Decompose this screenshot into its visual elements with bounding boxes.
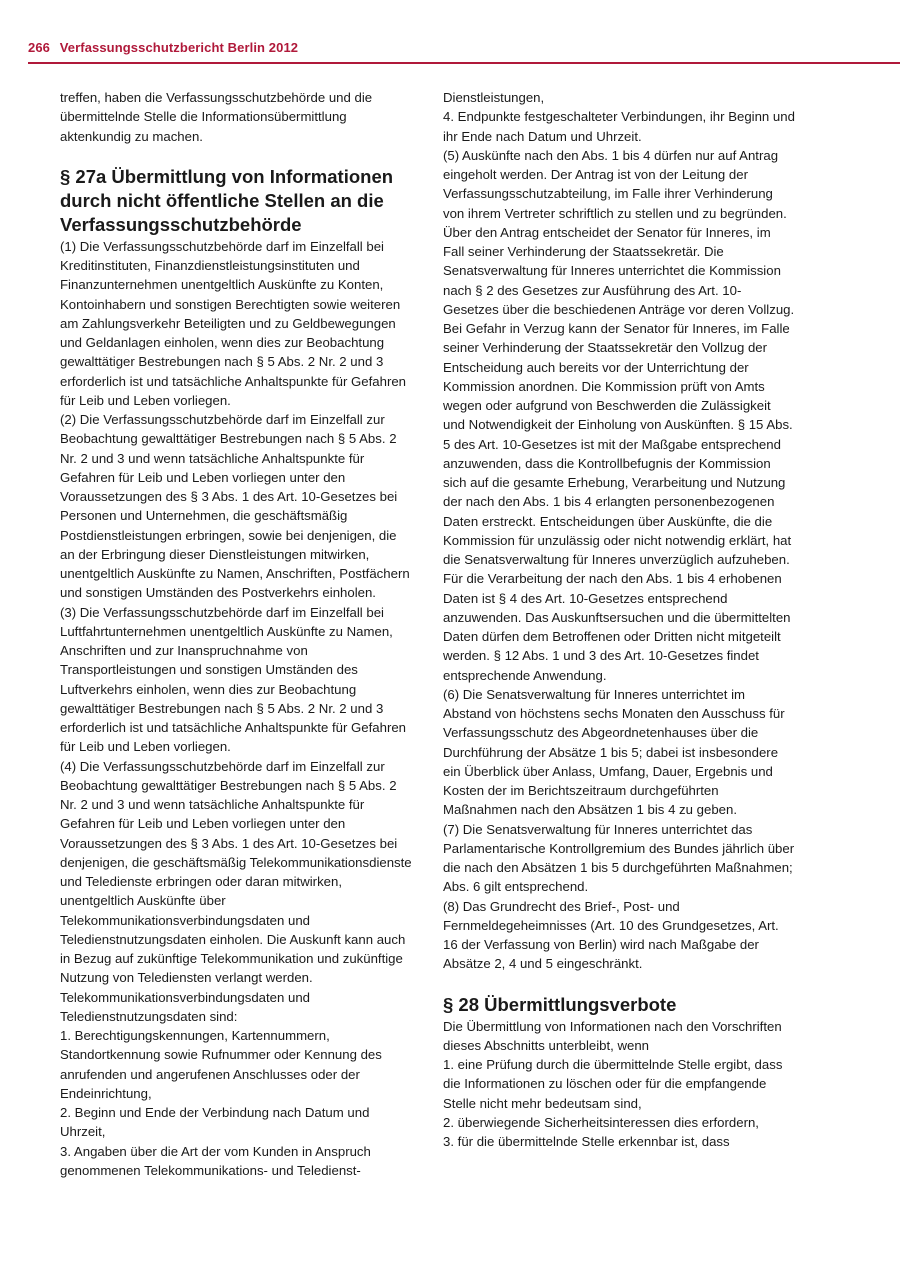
section-27a-heading: § 27a Übermittlung von Informationen durch nicht öffentliche Stellen an die Verfassungsschutzbehörde xyxy=(60,165,394,235)
intro-paragraph: treffen, haben die Verfassungsschutzbehörde und die übermittelnde Stelle die Informationsübermittlung aktenkundig zu machen. xyxy=(60,90,373,144)
paragraph-4: (4) Die Verfassungsschutzbehörde darf im Einzelfall zur Beobachtung gewalttätiger Bestrebungen nach § 5 Abs. 2 Nr. 2 und 3 und wenn tatsächliche Anhaltspunkte für Gefahren für Leib und Leben vorliegen unter den Voraussetzungen des § 3 Abs. 1 des Art. 10-Gesetzes bei denjenigen, die geschäftsmäßig Telekommunikationsdienste und Teledienste erbringen oder daran mitwirken, unentgeltlich Auskünfte über Telekommunikationsverbindungsdaten und Teledienstnutzungsdaten einholen. Die Auskunft kann auch in Bezug auf zukünftige Telekommunikation und zukünftige Nutzung von Telediensten verlangt werden. Telekommunikationsverbindungsdaten und Teledienstnutzungsdaten sind: xyxy=(60,758,412,1024)
paragraph-6: (6) Die Senatsverwaltung für Inneres unterrichtet im Abstand von höchstens sechs Monaten den Ausschuss für Verfassungsschutz des Abgeordnetenhauses über die Durchführung der Absätze 1 bis 5; dabei ist insbesondere ein Überblick über Anlass, Umfang, Dauer, Ergebnis und Kosten der im Berichtszeitraum durchgeführten Maßnahmen nach den Absätzen 1 bis 4 zu geben. xyxy=(443,686,785,818)
left-column xyxy=(60,88,412,1180)
paragraph-7: (7) Die Senatsverwaltung für Inneres unterrichtet das Parlamentarische Kontrollgremium des Bundes jährlich über die nach den Absätzen 1 bis 5 durchgeführten Maßnahmen; Abs. 6 gilt entsprechend. xyxy=(443,821,795,895)
running-header xyxy=(28,40,298,55)
paragraph-8: (8) Das Grundrecht des Brief-, Post- und Fernmeldegeheimnisses (Art. 10 des Grundgesetzes, Art. 16 der Verfassung von Berlin) wird nach Maßgabe der Absätze 2, 4 und 5 eingeschränkt. xyxy=(443,898,779,972)
paragraph-5: (5) Auskünfte nach den Abs. 1 bis 4 dürfen nur auf Antrag eingeholt werden. Der Antrag ist von der Leitung der Verfassungsschutzabteilung, im Falle ihrer Verhinderung von ihrem Vertreter schriftlich zu stellen und zu begründen. Über den Antrag entscheidet der Senator für Inneres, im Fall seiner Verhinderung der Staatssekretär. Die Senatsverwaltung für Inneres unterrichtet die Kommission nach § 2 des Gesetzes zur Ausführung des Art. 10-Gesetzes über die beschiedenen Anträge vor deren Vollzug. Bei Gefahr in Verzug kann der Senator für Inneres, im Falle seiner Verhinderung der Staatssekretär den Vollzug der Entscheidung auch bereits vor der Unterrichtung der Kommission anordnen. Die Kommission prüft von Amts wegen oder aufgrund von Beschwerden die Zulässigkeit und Notwendigkeit der Einholung von Auskünften. § 15 Abs. 5 des Art. 10-Gesetzes ist mit der Maßgabe entsprechend anzuwenden, dass die Kontrollbefugnis der Kommission sich auf die gesamte Erhebung, Verarbeitung und Nutzung der nach den Abs. 1 bis 4 erlangten personenbezogenen Daten erstreckt. Entscheidungen über Auskünfte, die die Kommission für unzulässig oder nicht notwendig erklärt, hat die Senatsverwaltung für Inneres unverzüglich aufzuheben. Für die Verarbeitung der nach den Abs. 1 bis 4 erhobenen Daten ist § 4 des Art. 10-Gesetzes entsprechend anzuwenden. Das Auskunftsersuchen und die übermittelten Daten dürfen dem Betroffenen oder Dritten nicht mitgeteilt werden. § 12 Abs. 1 und 3 des Art. 10-Gesetzes findet entsprechende Anwendung. xyxy=(443,147,795,683)
spacer xyxy=(60,146,412,165)
page-number: 266 xyxy=(28,40,50,55)
paragraph-2: (2) Die Verfassungsschutzbehörde darf im Einzelfall zur Beobachtung gewalttätiger Bestrebungen nach § 5 Abs. 2 Nr. 2 und 3 und wenn tatsächliche Anhaltspunkte für Gefahren für Leib und Leben vorliegen unter den Voraussetzungen des § 3 Abs. 1 des Art. 10-Gesetzes bei Personen und Unternehmen, die geschäftsmäßig Postdienstleistungen erbringen, sowie bei denjenigen, die an der Erbringung dieser Dienstleistungen mitwirken, unentgeltlich Auskünfte zu Namen, Anschriften, Postfächern und sonstigen Umständen des Postverkehrs einholen. xyxy=(60,412,410,601)
list-item: 2. Beginn und Ende der Verbindung nach Datum und Uhrzeit, xyxy=(60,1105,370,1140)
publication-title: Verfassungsschutzbericht Berlin 2012 xyxy=(59,40,299,55)
section-28-intro: Die Übermittlung von Informationen nach den Vorschriften dieses Abschnitts unterbleibt, wenn xyxy=(443,1018,782,1053)
header-rule xyxy=(28,62,900,64)
list-item: 1. eine Prüfung durch die übermittelnde Stelle ergibt, dass die Informationen zu löschen oder für die empfangende Stelle nicht mehr bedeutsam sind, xyxy=(443,1057,783,1111)
right-column xyxy=(443,88,795,1151)
list-item: 4. Endpunkte festgeschalteter Verbindungen, ihr Beginn und ihr Ende nach Datum und Uhrzeit. xyxy=(443,109,795,144)
list-item: 3. Angaben über die Art der vom Kunden in Anspruch genommenen Telekommunikations- und Teledienst- xyxy=(60,1143,371,1178)
list-item: 1. Berechtigungskennungen, Kartennummern, Standortkennung sowie Rufnummer oder Kennung des anrufenden und angerufenen Anschlusses oder der Endeinrichtung, xyxy=(60,1028,382,1101)
paragraph-3: (3) Die Verfassungsschutzbehörde darf im Einzelfall bei Luftfahrtunternehmen unentgeltlich Auskünfte zu Namen, Anschriften und zur Inanspruchnahme von Transportleistungen und sonstigen Umständen des Luftverkehrs einholen, wenn dies zur Beobachtung gewalttätiger Bestrebungen nach § 5 Abs. 2 Nr. 2 und 3 erforderlich ist und tatsächliche Anhaltspunkte für Gefahren für Leib und Leben vorliegen. xyxy=(60,604,407,755)
section-28-heading: § 28 Übermittlungsverbote xyxy=(443,993,677,1015)
continuation-text: Dienstleistungen, xyxy=(443,90,545,105)
paragraph-1: (1) Die Verfassungsschutzbehörde darf im Einzelfall bei Kreditinstituten, Finanzdienstleistungsinstituten und Finanzunternehmen unentgeltlich Auskünfte zu Konten, Kontoinhabern und sonstigen Berechtigten sowie weiteren am Zahlungsverkehr Beteiligten und zu Geldbewegungen und Geldanlagen einholen, wenn dies zur Beobachtung gewalttätiger Bestrebungen nach § 5 Abs. 2 Nr. 2 und 3 erforderlich ist und tatsächliche Anhaltspunkte für Gefahren für Leib und Leben vorliegen. xyxy=(60,238,407,408)
list-item: 2. überwiegende Sicherheitsinteressen dies erfordern, xyxy=(443,1114,759,1130)
list-item: 3. für die übermittelnde Stelle erkennbar ist, dass xyxy=(443,1134,730,1149)
spacer xyxy=(443,974,795,993)
